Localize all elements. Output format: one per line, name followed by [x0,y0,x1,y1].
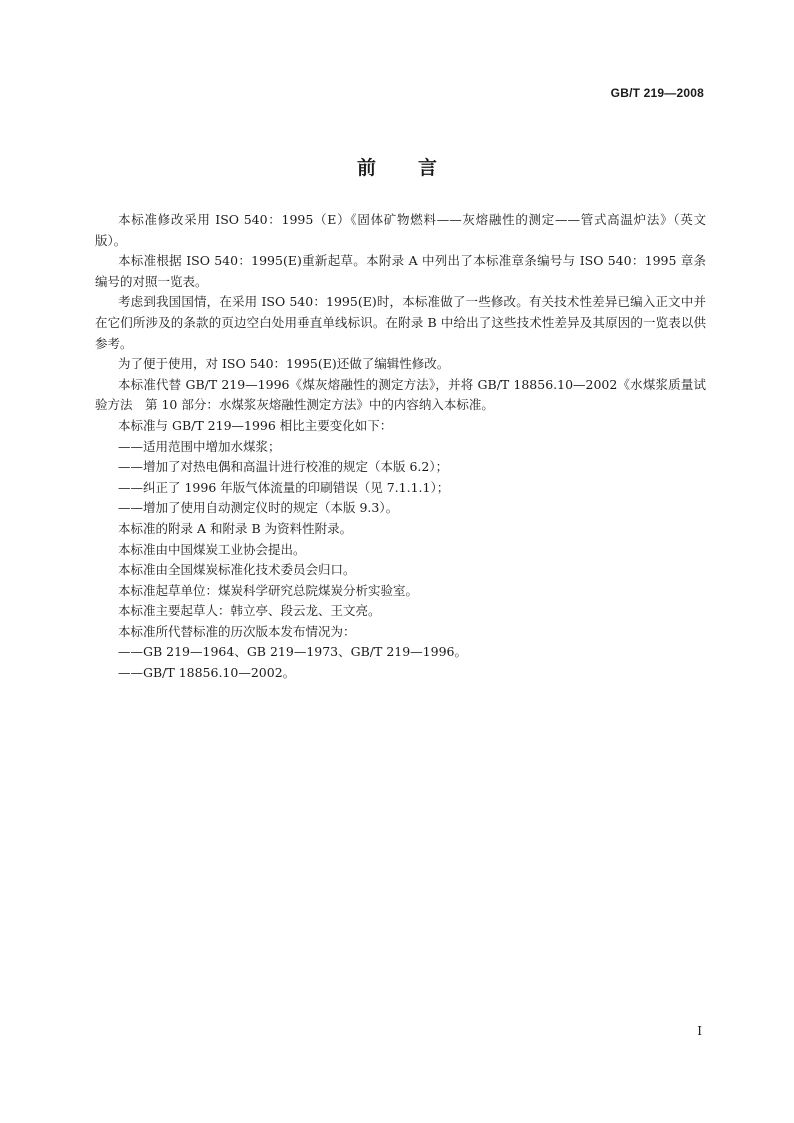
page-number: I [697,1024,702,1038]
paragraph-5: 本标准代替 GB/T 219—1996《煤灰熔融性的测定方法》，并将 GB/T 18856.10—2002《水煤浆质量试验方法 第 10 部分：水煤浆灰熔融性测定方法》中的内容纳入本标准。 [95,376,706,413]
paragraph-2: 本标准根据 ISO 540：1995(E)重新起草。本附录 A 中列出了本标准章条编号与 ISO 540：1995 章条编号的对照一览表。 [95,253,706,289]
change-item-2: ——增加了对热电偶和高温计进行校准的规定（本版 6.2）； [118,459,449,475]
history-item-1: ——GB 219—1964、GB 219—1973、GB/T 219—1996。 [118,644,467,660]
paragraph-annex: 本标准的附录 A 和附录 B 为资料性附录。 [118,520,353,536]
paragraph-drafters: 本标准主要起草人：韩立亭、段云龙、王文亮。 [118,603,381,619]
standard-code: GB/T 219—2008 [610,86,704,100]
change-item-4: ——增加了使用自动测定仪时的规定（本版 9.3）。 [118,500,399,516]
paragraph-drafting-unit: 本标准起草单位：煤炭科学研究总院煤炭分析实验室。 [118,582,419,598]
paragraph-proposer: 本标准由中国煤炭工业协会提出。 [118,541,306,557]
paragraph-3: 考虑到我国国情，在采用 ISO 540：1995(E)时，本标准做了一些修改。有关技术性差异已编入正文中并在它们所涉及的条款的页边空白处用垂直单线标识。在附录 B 中给出了这些技术性差异及其原因的一览表以供参考。 [95,294,706,351]
page-title: 前言 [356,157,479,179]
paragraph-4: 为了便于使用，对 ISO 540：1995(E)还做了编辑性修改。 [118,356,450,372]
history-item-2: ——GB/T 18856.10—2002。 [118,665,296,681]
paragraph-1: 本标准修改采用 ISO 540：1995（E）《固体矿物燃料——灰熔融性的测定——管式高温炉法》（英文版）。 [95,212,706,248]
paragraph-committee: 本标准由全国煤炭标准化技术委员会归口。 [118,562,356,578]
paragraph-6: 本标准与 GB/T 219—1996 相比主要变化如下： [118,417,393,433]
paragraph-history: 本标准所代替标准的历次版本发布情况为： [118,623,356,639]
change-item-1: ——适用范围中增加水煤浆； [118,438,281,454]
foreword-body [95,210,706,684]
change-item-3: ——纠正了 1996 年版气体流量的印刷错误（见 7.1.1.1）； [118,479,450,495]
